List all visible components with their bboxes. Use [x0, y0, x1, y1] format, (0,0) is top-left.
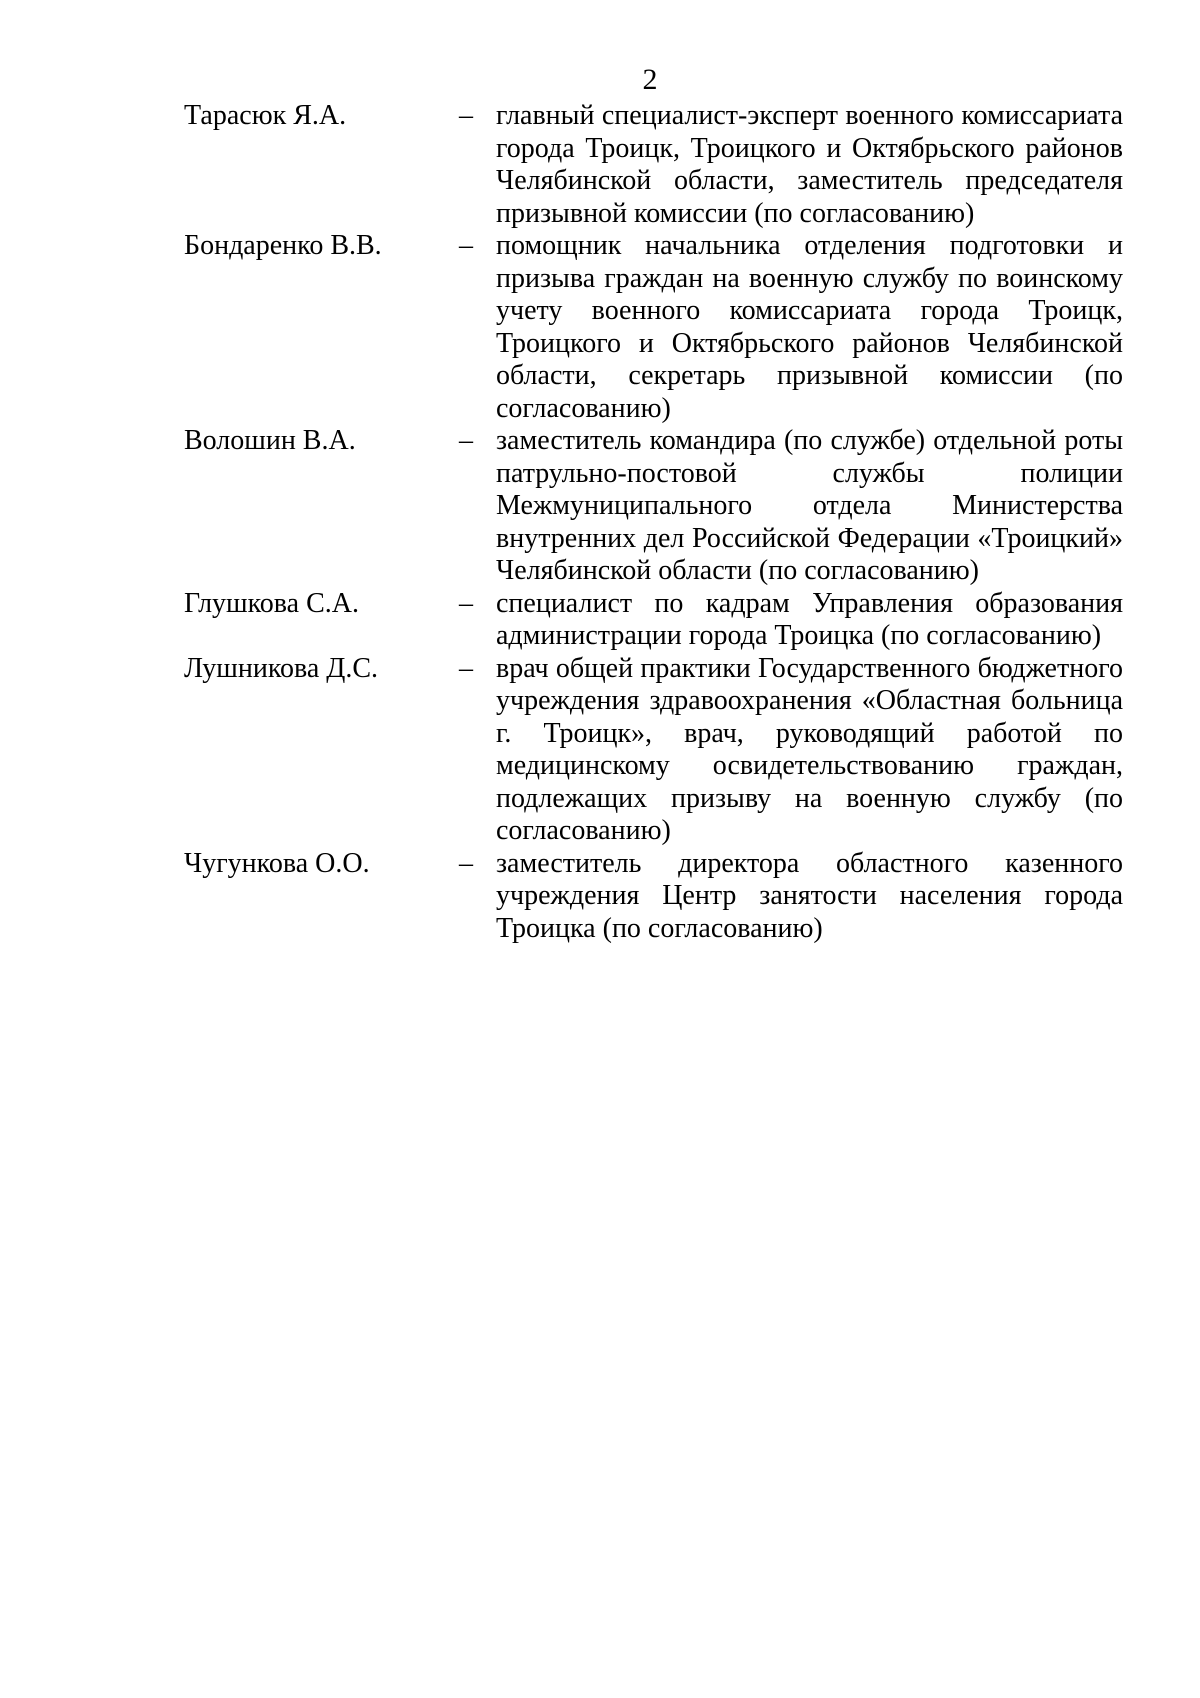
dash-separator: –	[459, 652, 473, 684]
member-description: заместитель командира (по службе) отдельной роты патрульно-постовой службы полиции Межмуниципального отдела Министерства внутренних дел Российской Федерации «Троицкий» Челябинской области (по согласованию)	[496, 425, 1123, 586]
dash-separator: –	[459, 230, 473, 261]
member-description: заместитель директора областного казенного учреждения Центр занятости населения города Троицка (по согласованию)	[496, 847, 1123, 944]
commission-member-list	[184, 100, 1129, 945]
member-description: помощник начальника отделения подготовки и призыва граждан на военную службу по воинскому учету военного комиссариата города Троицк, Троицкого и Октябрьского районов Челябинской области, секретарь призывной комиссии (по согласованию)	[496, 230, 1123, 424]
member-description: главный специалист-эксперт военного комиссариата города Троицк, Троицкого и Октябрьского районов Челябинской области, заместитель председателя призывной комиссии (по согласованию)	[496, 100, 1123, 229]
member-entry	[184, 848, 1129, 946]
page-number: 2	[642, 63, 658, 96]
member-name: Волошин В.А.	[184, 425, 356, 456]
member-name: Тарасюк Я.А.	[184, 100, 347, 131]
member-description: врач общей практики Государственного бюджетного учреждения здравоохранения «Областная больница г. Троицк», врач, руководящий работой по медицинскому освидетельствованию граждан, подлежащих призыву на военную службу (по согласованию)	[496, 652, 1123, 846]
dash-separator: –	[459, 847, 473, 879]
member-description: специалист по кадрам Управления образования администрации города Троицка (по согласованию)	[496, 587, 1123, 651]
member-name: Глушкова С.А.	[184, 587, 359, 619]
member-name: Бондаренко В.В.	[184, 230, 382, 261]
member-entry	[184, 653, 1129, 848]
dash-separator: –	[459, 100, 473, 131]
member-name: Чугункова О.О.	[184, 847, 370, 879]
member-name: Лушникова Д.С.	[184, 652, 379, 684]
dash-separator: –	[459, 425, 473, 456]
member-entry	[184, 588, 1129, 653]
member-entry	[184, 425, 1129, 588]
member-entry	[184, 100, 1129, 230]
dash-separator: –	[459, 587, 473, 619]
member-entry	[184, 230, 1129, 425]
